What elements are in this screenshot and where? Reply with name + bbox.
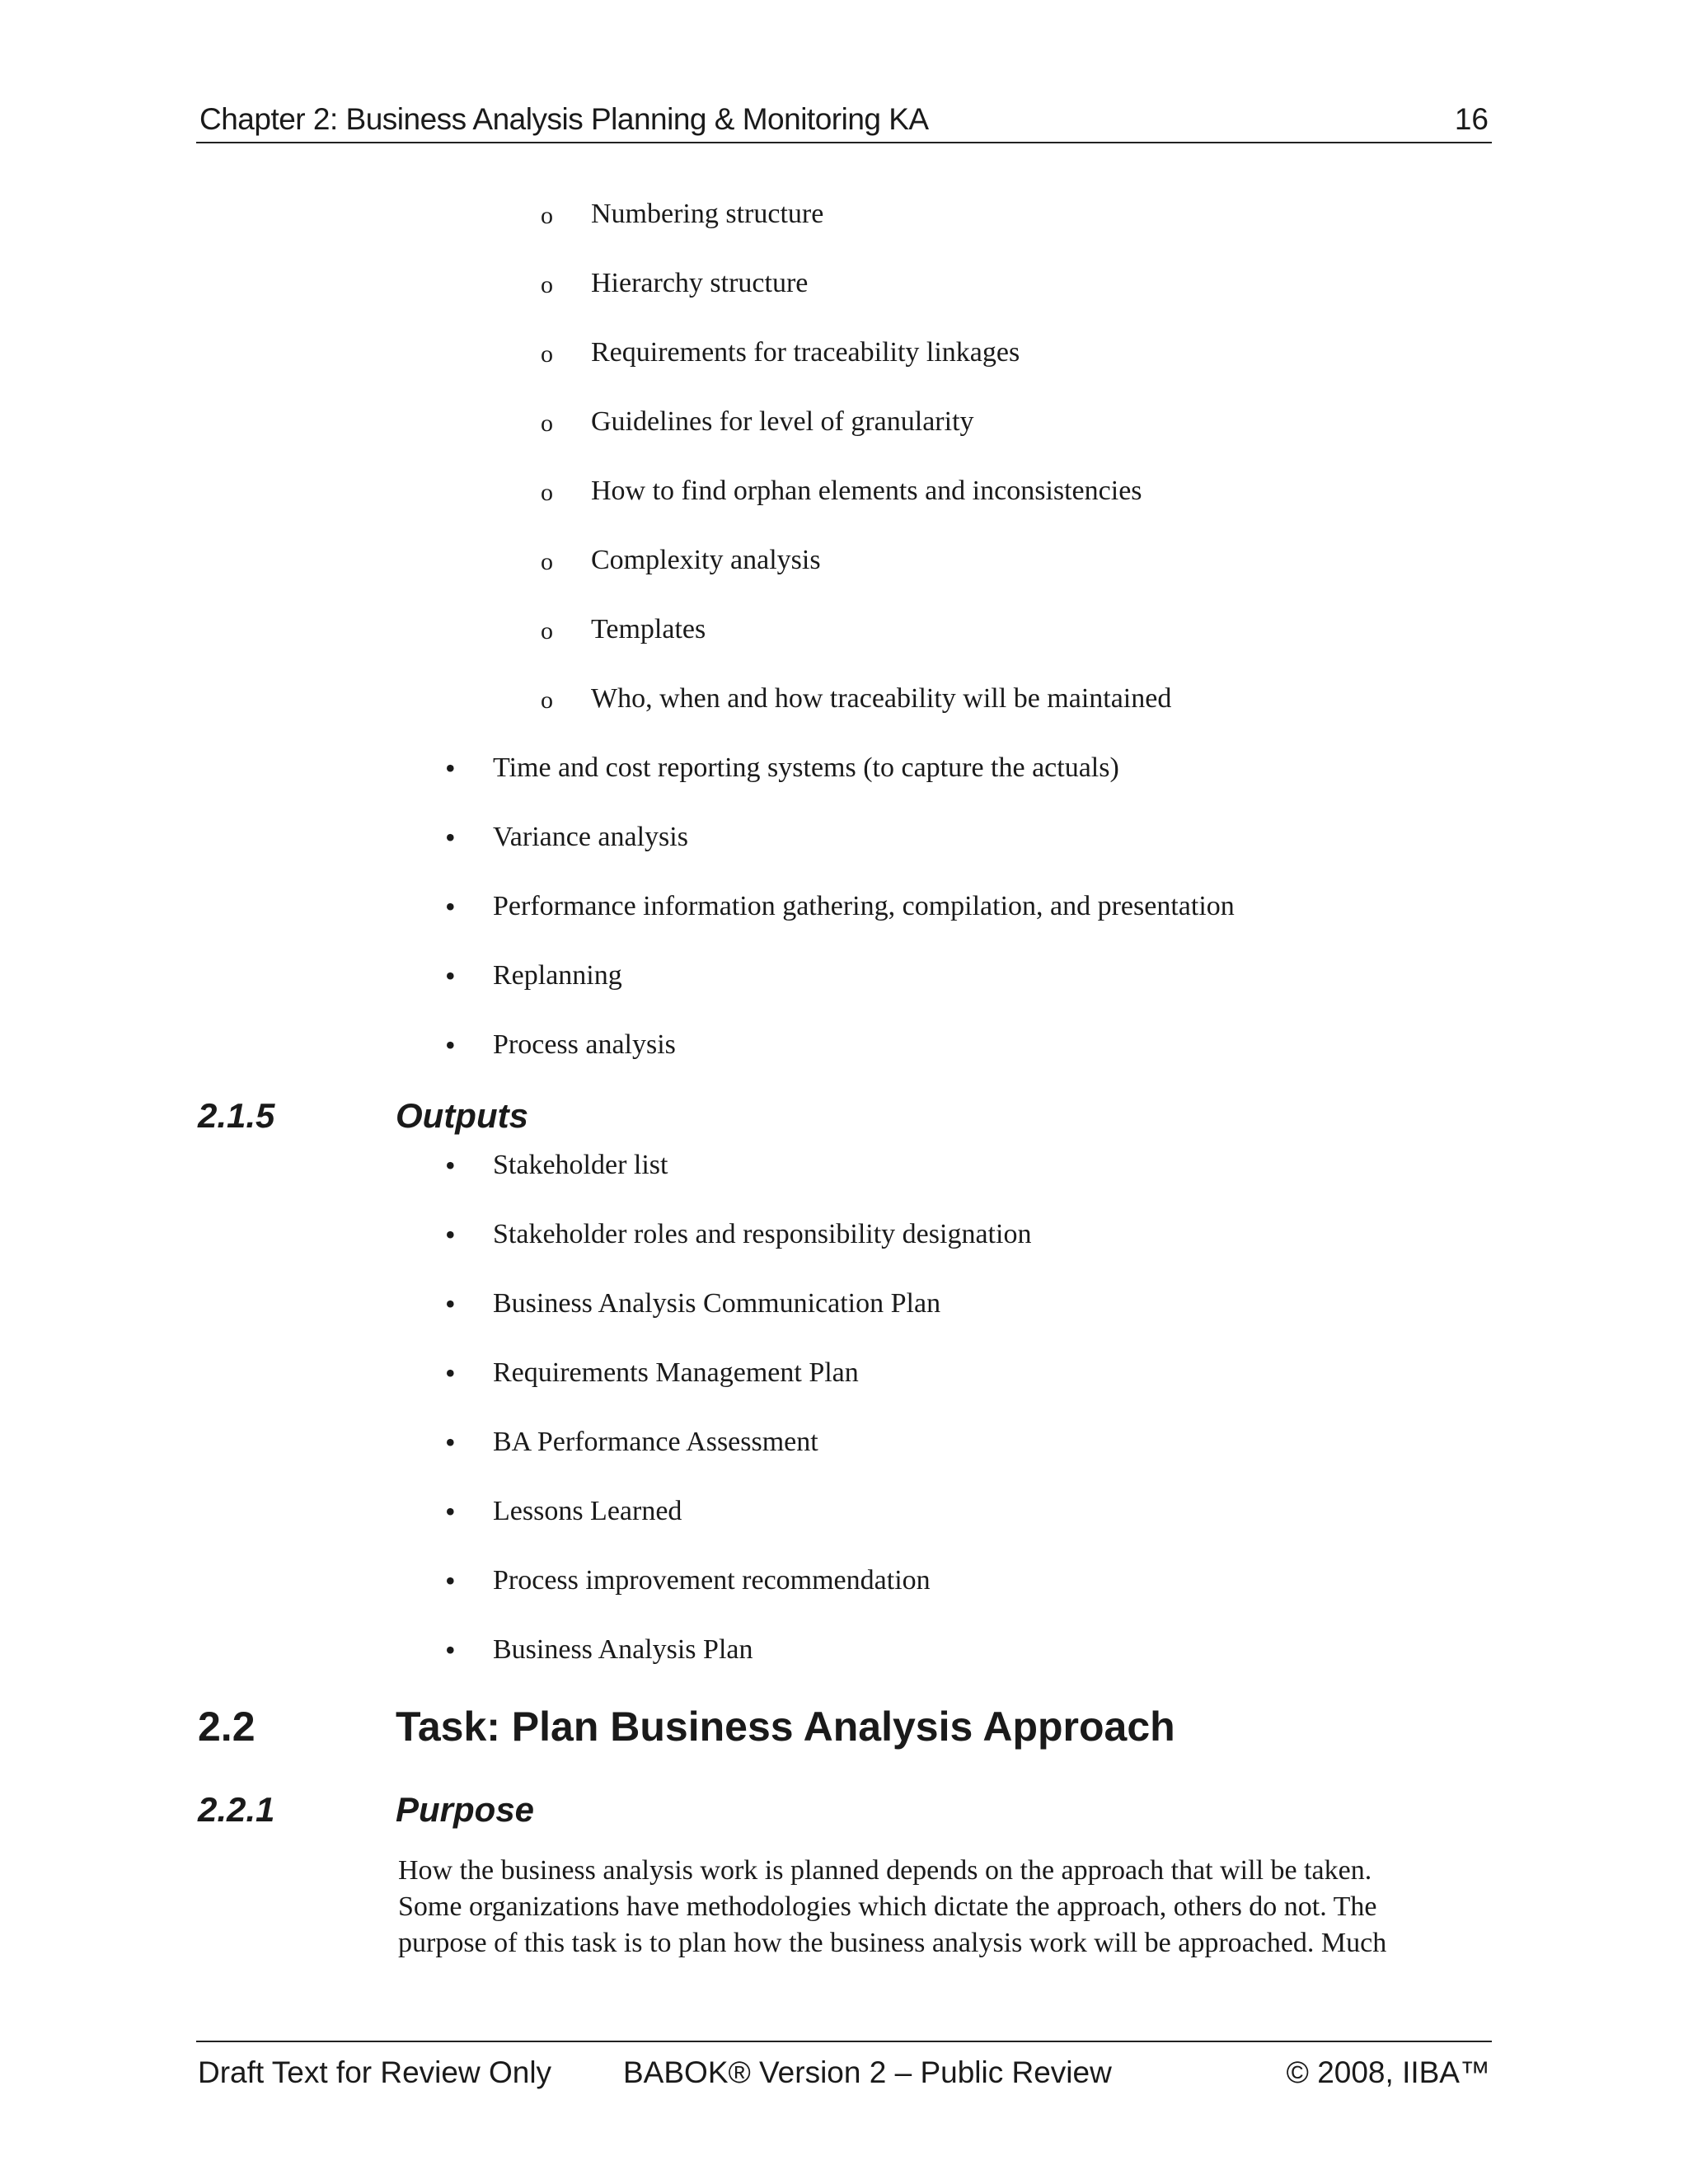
page-number: 16: [1454, 102, 1489, 136]
list-item: Lessons Learned: [493, 1496, 682, 1526]
list-item: Requirements Management Plan: [493, 1357, 859, 1388]
list-item: Process analysis: [493, 1029, 676, 1060]
list-item: Requirements for traceability linkages: [591, 337, 1020, 368]
dot-bullet-icon: •: [445, 959, 456, 992]
list-item: Guidelines for level of granularity: [591, 406, 974, 437]
page-header: [196, 96, 1492, 143]
list-item: Variance analysis: [493, 822, 688, 852]
list-item: Hierarchy structure: [591, 268, 809, 298]
section-number: 2.2.1: [198, 1790, 275, 1829]
section-title: Purpose: [396, 1790, 535, 1829]
footer-center: BABOK® Version 2 – Public Review: [623, 2055, 1112, 2089]
list-item: Business Analysis Plan: [493, 1634, 753, 1665]
list-item: Complexity analysis: [591, 545, 821, 575]
paragraph-line: Some organizations have methodologies which dictate the approach, others do not. The: [398, 1891, 1377, 1922]
list-item: Replanning: [493, 960, 622, 991]
list-item: How to find orphan elements and inconsistencies: [591, 476, 1142, 506]
list-item: Process improvement recommendation: [493, 1565, 931, 1596]
page-footer: [196, 2041, 1492, 2100]
list-item: Performance information gathering, compilation, and presentation: [493, 891, 1235, 921]
list-item: Numbering structure: [591, 199, 824, 229]
chapter-title: Chapter 2: Business Analysis Planning & Monitoring KA: [199, 102, 929, 136]
list-item: Stakeholder roles and responsibility designation: [493, 1219, 1032, 1249]
purpose-paragraph: [398, 1853, 1503, 1961]
circle-bullet-icon: o: [541, 202, 553, 229]
dot-bullet-icon: •: [445, 1357, 456, 1390]
dot-bullet-icon: •: [445, 1495, 456, 1528]
dot-bullet-icon: •: [445, 1149, 456, 1182]
section-number: 2.1.5: [198, 1096, 275, 1135]
circle-bullet-icon: o: [541, 479, 553, 506]
footer-right: © 2008, IIBA™: [1286, 2055, 1490, 2089]
section-number: 2.2: [198, 1704, 256, 1750]
dot-bullet-icon: •: [445, 1029, 456, 1062]
list-item: Time and cost reporting systems (to capture the actuals): [493, 752, 1119, 783]
dot-bullet-icon: •: [445, 1633, 456, 1666]
dot-bullet-icon: •: [445, 1287, 456, 1320]
circle-bullet-icon: o: [541, 617, 553, 644]
dot-bullet-icon: •: [445, 752, 456, 785]
list-item: Templates: [591, 614, 706, 644]
dot-bullet-icon: •: [445, 1564, 456, 1597]
list-item: Who, when and how traceability will be maintained: [591, 683, 1172, 714]
list-item: BA Performance Assessment: [493, 1427, 818, 1457]
circle-bullet-icon: o: [541, 687, 553, 714]
circle-bullet-icon: o: [541, 271, 553, 298]
circle-bullet-icon: o: [541, 340, 553, 368]
paragraph-line: How the business analysis work is planned depends on the approach that will be taken.: [398, 1855, 1372, 1886]
circle-bullet-icon: o: [541, 410, 553, 437]
section-title: Outputs: [396, 1096, 528, 1135]
paragraph-line: purpose of this task is to plan how the business analysis work will be approached. Much: [398, 1928, 1387, 1958]
footer-left: Draft Text for Review Only: [198, 2055, 552, 2089]
dot-bullet-icon: •: [445, 1426, 456, 1459]
dot-bullet-icon: •: [445, 890, 456, 923]
section-title: Task: Plan Business Analysis Approach: [396, 1704, 1175, 1750]
list-item: Stakeholder list: [493, 1150, 668, 1180]
list-item: Business Analysis Communication Plan: [493, 1288, 941, 1319]
circle-bullet-icon: o: [541, 548, 553, 575]
dot-bullet-icon: •: [445, 1218, 456, 1251]
dot-bullet-icon: •: [445, 821, 456, 854]
